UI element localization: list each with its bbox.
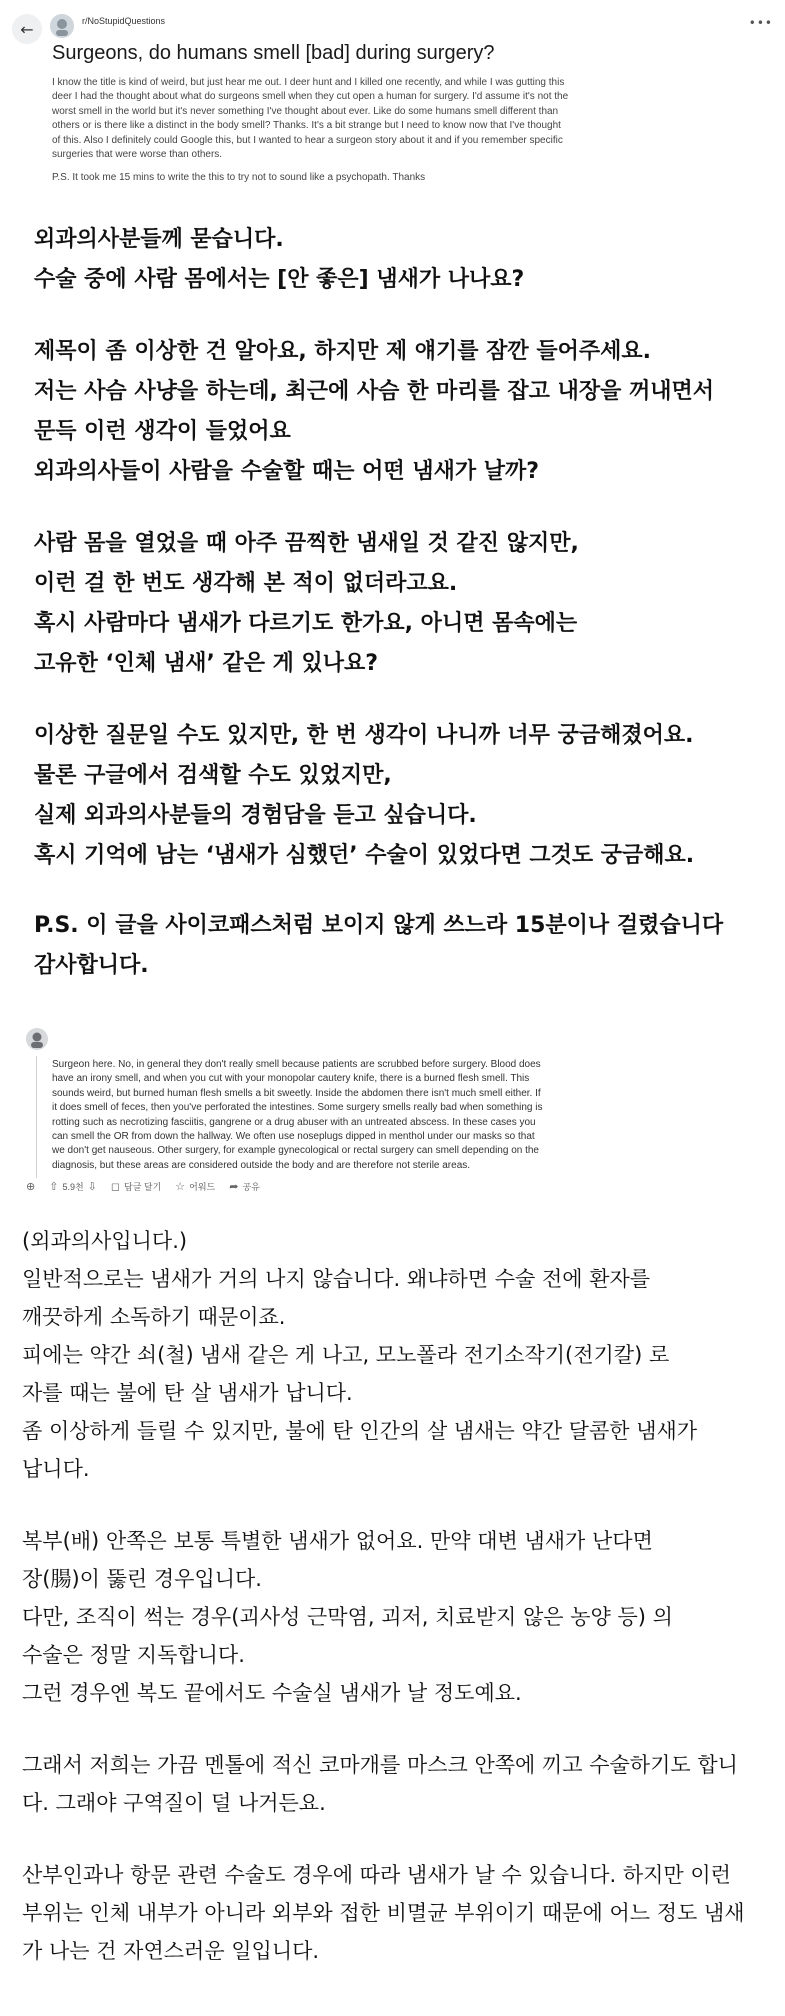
commenter-avatar-icon	[26, 1028, 48, 1050]
translation-line: 깨끗하게 소독하기 때문이죠.	[22, 1305, 286, 1329]
post-body-line: surgeries that were worse than others.	[52, 149, 223, 161]
translation-line: 문득 이런 생각이 들었어요	[34, 419, 291, 444]
comment-body-line: have an irony smell, and when you cut with your monopolar cautery knife, there is a burned flesh smell. This	[52, 1073, 530, 1085]
translation-line: 그래서 저희는 가끔 멘톨에 적신 코마개를 마스크 안쪽에 끼고 수술하기도 합니	[22, 1753, 738, 1777]
thread-line[interactable]	[36, 1056, 37, 1178]
speech-bubble-icon: ◻	[110, 1181, 121, 1193]
translation-line: 좀 이상하게 들릴 수 있지만, 불에 탄 인간의 살 냄새는 약간 달콤한 냄새가	[22, 1419, 698, 1443]
translation-line: (외과의사입니다.)	[22, 1229, 188, 1253]
subreddit-name[interactable]: r/NoStupidQuestions	[82, 16, 166, 26]
translation-line: 납니다.	[22, 1457, 90, 1481]
translation-line: 피에는 약간 쇠(철) 냄새 같은 게 나고, 모노폴라 전기소작기(전기칼) 로	[22, 1343, 670, 1367]
translation-line: 장(腸)이 뚫린 경우입니다.	[22, 1567, 262, 1591]
translation-line: 수술은 정말 지독합니다.	[22, 1643, 245, 1667]
translation-line: 감사합니다.	[34, 953, 149, 978]
translation-line: 자를 때는 불에 탄 살 냄새가 납니다.	[22, 1381, 353, 1405]
translation-line: 이런 걸 한 번도 생각해 본 적이 없더라고요.	[34, 571, 458, 596]
comment-body-line: sounds weird, but burned human flesh smells a bit sweetly. Inside the abdomen there isn't much smell either. If	[52, 1087, 541, 1099]
translation-line: 혹시 사람마다 냄새가 다르기도 한가요, 아니면 몸속에는	[34, 611, 578, 636]
reply-label: 답글 달기	[124, 1182, 162, 1192]
share-arrow-icon: ➦	[229, 1181, 239, 1193]
comment-body	[52, 1058, 742, 1173]
more-options-button[interactable]	[749, 16, 773, 30]
upvote-button[interactable]	[49, 1180, 97, 1193]
comment-body-line: rotting such as necrotizing fasciitis, gangrene or a drug abuser with an untreated abscess. In these cases you	[52, 1116, 536, 1128]
award-label: 어워드	[189, 1182, 216, 1192]
translation-line: 복부(배) 안쪽은 보통 특별한 냄새가 없어요. 만약 대변 냄새가 난다면	[22, 1529, 653, 1553]
translation-line: 가 나는 건 자연스러운 일입니다.	[22, 1939, 320, 1963]
award-button[interactable]	[175, 1180, 215, 1193]
translation-line: 외과의사들이 사람을 수술할 때는 어떤 냄새가 날까?	[34, 459, 540, 484]
post-body-line: others or is there like a distinct in the body smell? Thanks. It's a bit strange but I need to know now that I've thought	[52, 120, 561, 132]
translation-line: 사람 몸을 열었을 때 아주 끔찍한 냄새일 것 같진 않지만,	[34, 531, 579, 556]
comment-body-line: it does smell of feces, then you've perforated the intestines. Some surgery smells really bad when something is	[52, 1102, 543, 1114]
translation-line: 물론 구글에서 검색할 수도 있었지만,	[34, 763, 392, 788]
translation-line: 고유한 ‘인체 냄새’ 같은 게 있나요?	[34, 651, 379, 676]
comment-body-line: diagnosis, but these areas are considered outside the body and are therefore not sterile areas.	[52, 1159, 471, 1171]
translation-line: 부위는 인체 내부가 아니라 외부와 접한 비멸균 부위이기 때문에 어느 정도 냄새	[22, 1901, 745, 1925]
translation-line: 다. 그래야 구역질이 덜 나거든요.	[22, 1791, 326, 1815]
comment-body-line: Surgeon here. No, in general they don't really smell because patients are scrubbed before surgery. Blood does	[52, 1059, 541, 1070]
comment-body-line: can smell the OR from down the hallway. We often use noseplugs dipped in menthol under our masks so that	[52, 1131, 535, 1143]
translation-line: 그런 경우엔 복도 끝에서도 수술실 냄새가 날 정도예요.	[22, 1681, 522, 1705]
translation-line: P.S. 이 글을 사이코패스처럼 보이지 않게 쓰느라 15분이나 걸렸습니다	[34, 913, 724, 938]
translation-line: 일반적으로는 냄새가 거의 나지 않습니다. 왜냐하면 수술 전에 환자를	[22, 1267, 651, 1291]
translation-line: 산부인과나 항문 관련 수술도 경우에 따라 냄새가 날 수 있습니다. 하지만 이런	[22, 1863, 731, 1887]
translation-line: 저는 사슴 사냥을 하는데, 최근에 사슴 한 마리를 잡고 내장을 꺼내면서	[34, 379, 715, 404]
arrow-left-icon: ←	[20, 19, 34, 39]
translation-line: 혹시 기억에 남는 ‘냄새가 심했던’ 수술이 있었다면 그것도 궁금해요.	[34, 843, 695, 868]
post-body-line: worst smell in the world but it's never something I've thought about ever. Like do some humans smell different than	[52, 105, 559, 117]
post-body-line: of this. Also I definitely could Google this, but I wanted to hear a surgeon story about it and if you remember specific	[52, 134, 563, 146]
post-body-line: I know the title is kind of weird, but just hear me out. I deer hunt and I killed one recently, and while I was gutting this	[52, 77, 565, 88]
downvote-arrow-icon[interactable]: ⇩	[87, 1181, 97, 1193]
comment-body-line: we don't get nauseous. Other surgery, for example gynecological or rectal surgery can smell depending on the	[52, 1145, 539, 1157]
award-icon: ☆	[175, 1181, 186, 1193]
subreddit-avatar-icon	[50, 14, 74, 38]
collapse-button[interactable]	[26, 1180, 35, 1193]
post-card	[0, 0, 785, 200]
share-button[interactable]	[229, 1180, 260, 1193]
translation-line: 외과의사분들께 묻습니다.	[34, 227, 284, 252]
share-label: 공유	[242, 1182, 260, 1192]
commenter-avatar[interactable]	[26, 1028, 48, 1050]
vote-count: 5.9천	[62, 1182, 84, 1192]
post-body-line: deer I had the thought about what do surgeons smell when they cut open a human for surgery. I'd assume it's not the	[52, 91, 569, 103]
subreddit-avatar[interactable]	[50, 14, 74, 38]
post-body	[52, 76, 732, 162]
post-ps: P.S. It took me 15 mins to write the this to try not to sound like a psychopath. Thanks	[52, 172, 426, 183]
post-title: Surgeons, do humans smell [bad] during surgery?	[52, 42, 495, 64]
collapse-icon: ⊕	[26, 1181, 36, 1193]
comment-card	[0, 1020, 785, 1200]
upvote-arrow-icon: ⇧	[49, 1181, 59, 1193]
reply-button[interactable]	[111, 1180, 161, 1193]
three-dots-icon: •••	[748, 16, 773, 30]
translation-line: 이상한 질문일 수도 있지만, 한 번 생각이 나니까 너무 궁금해졌어요.	[34, 723, 694, 748]
back-button[interactable]	[12, 14, 42, 44]
translation-line: 실제 외과의사분들의 경험담을 듣고 싶습니다.	[34, 803, 477, 828]
comment-actions	[26, 1180, 260, 1193]
translation-line: 다만, 조직이 썩는 경우(괴사성 근막염, 괴저, 치료받지 않은 농양 등) 의	[22, 1605, 673, 1629]
translation-line: 수술 중에 사람 몸에서는 [안 좋은] 냄새가 나나요?	[34, 267, 525, 292]
translation-line: 제목이 좀 이상한 건 알아요, 하지만 제 얘기를 잠깐 들어주세요.	[34, 339, 651, 364]
